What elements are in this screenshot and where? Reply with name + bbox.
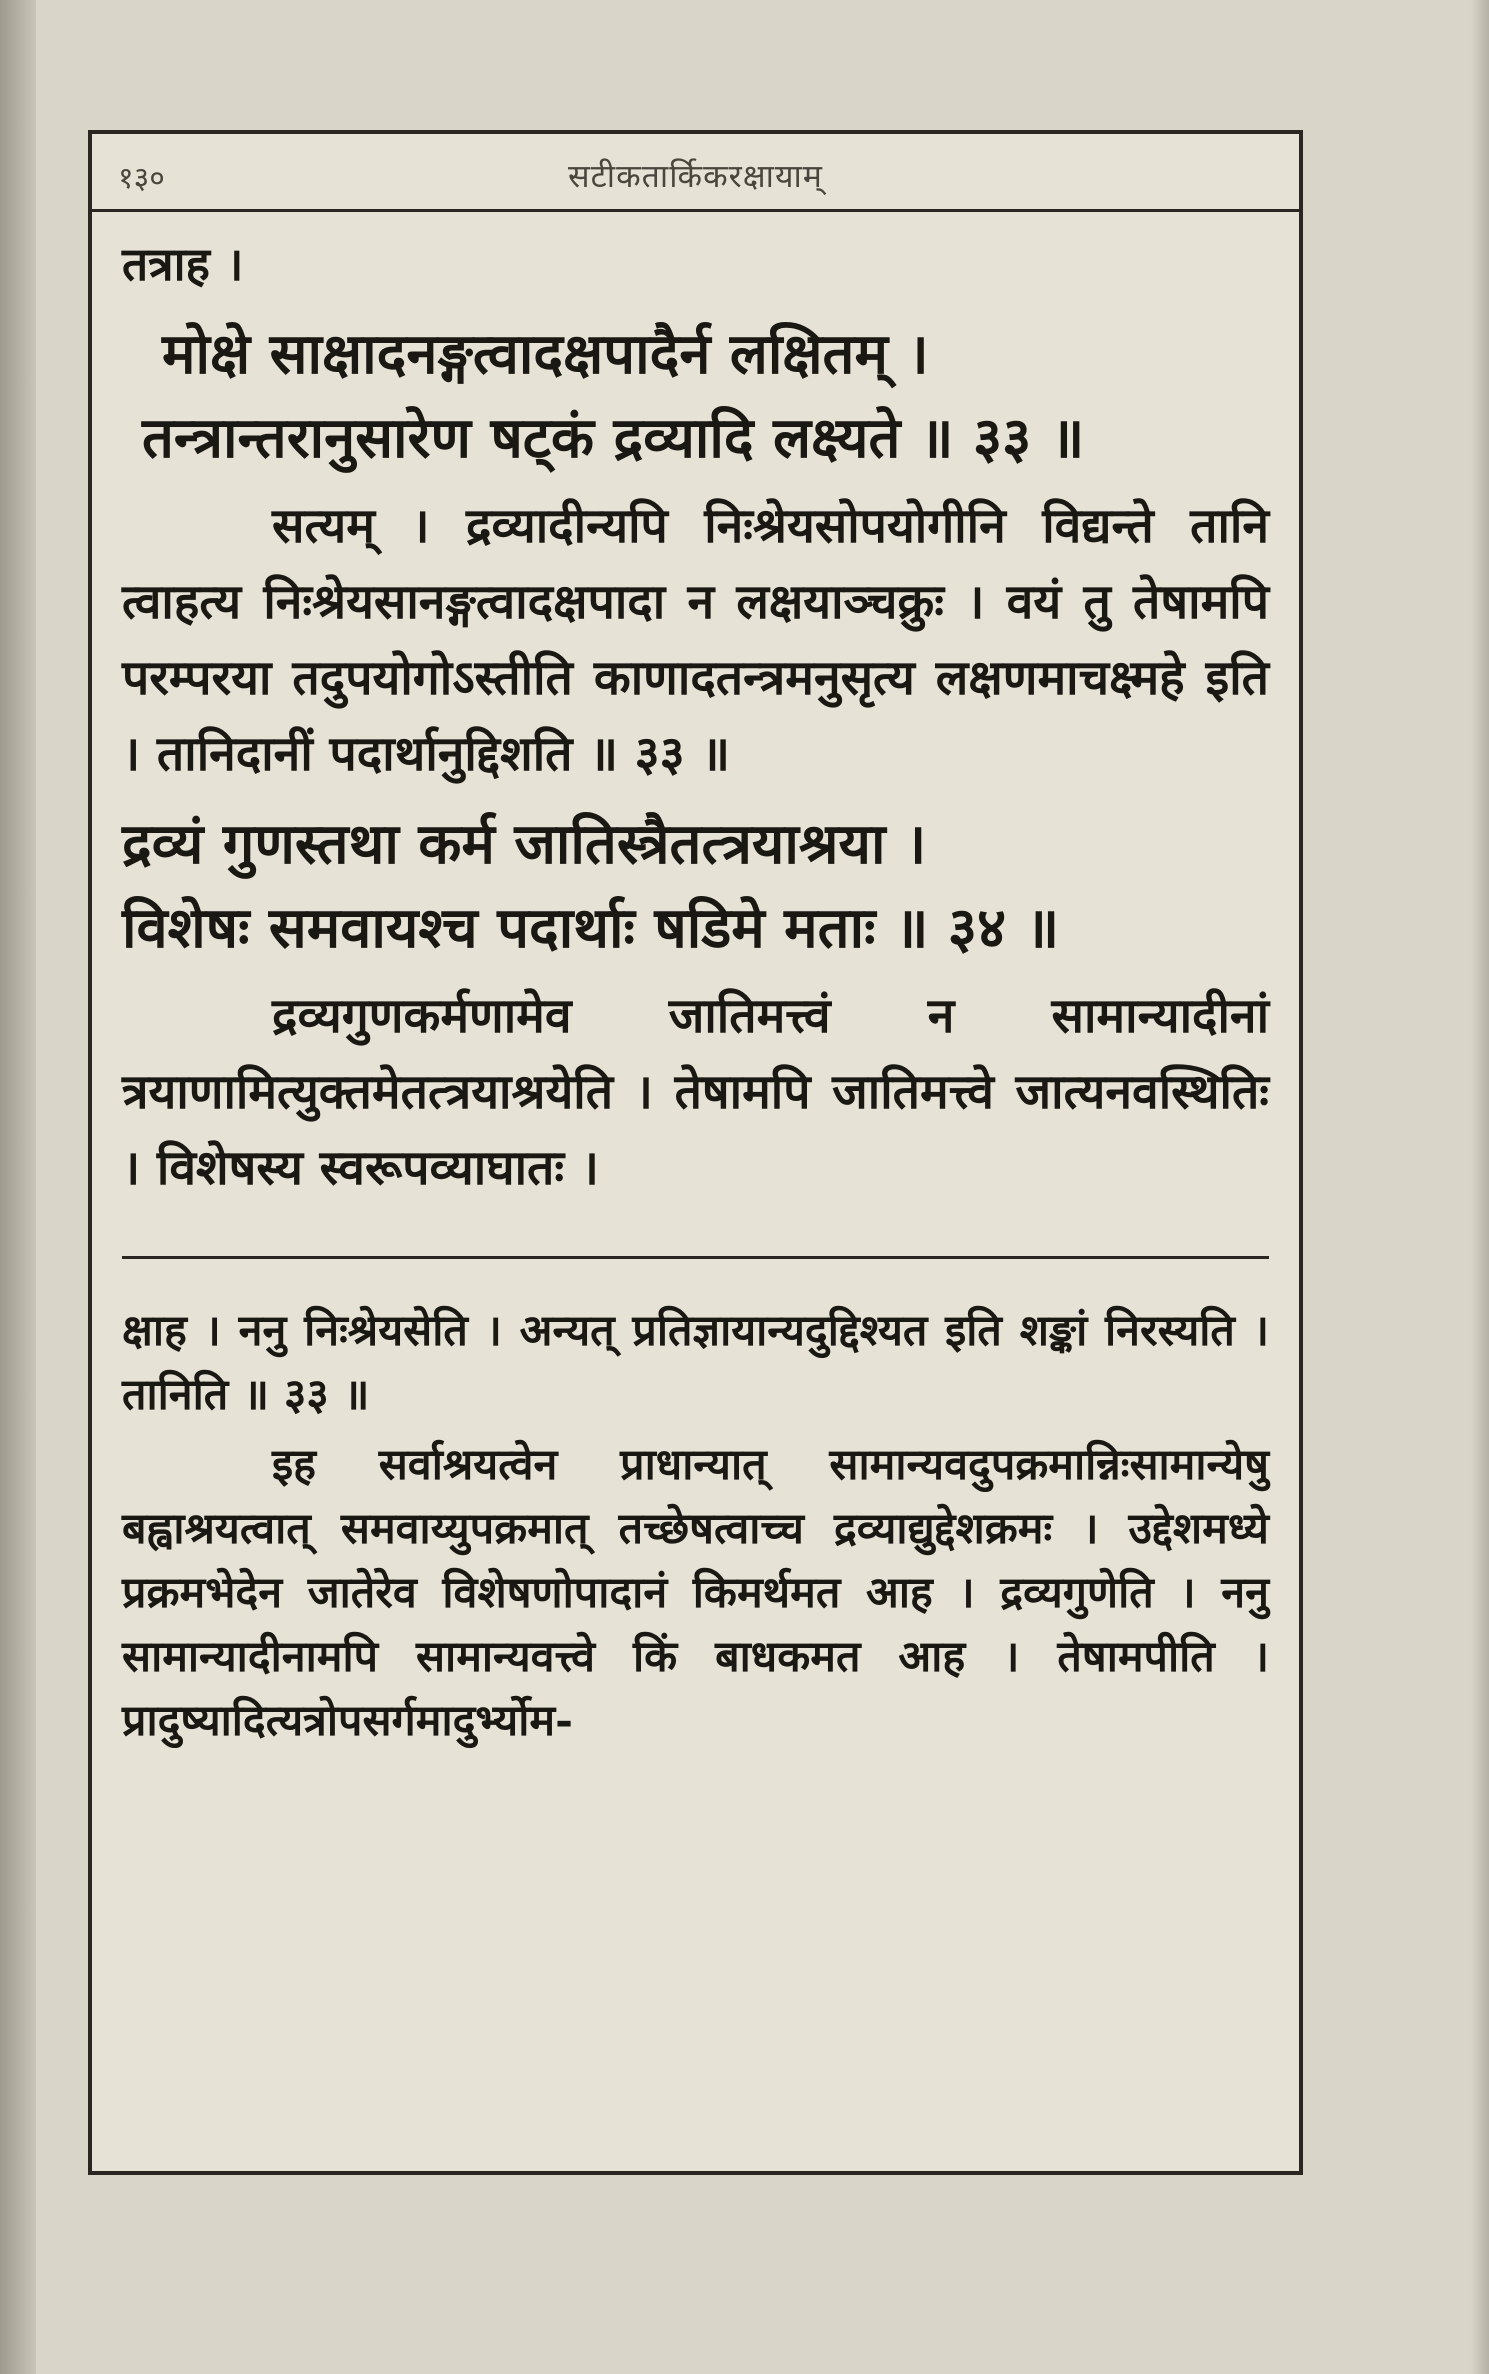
verse-33-line-1: मोक्षे साक्षादनङ्गत्वादक्षपादैर्न लक्षितम् । — [162, 321, 929, 387]
footnote-divider — [122, 1256, 1269, 1259]
intro-line: तत्राह । — [122, 237, 244, 291]
running-head — [92, 134, 1299, 212]
footnote-paragraph-2: इह सर्वाश्रयत्वेन प्राधान्यात् सामान्यवदुपक्रमान्निःसामान्येषु बह्वाश्रयत्वात् समवाय्युपक्रमात् तच्छेषत्वाच्च द्रव्याद्युद्देशक्रमः । उद्देशमध्ये प्रक्रमभेदेन जातेरेव विशेषणोपादानं किमर्थमत आह । द्रव्यगुणेति । ननु सामान्यादीनामपि सामान्यवत्त्वे किं बाधकमत आह । तेषामपीति । प्रादुष्यादित्यत्रोपसर्गमादुर्भ्योम- — [122, 1440, 1269, 1746]
scan-shadow-right — [1471, 0, 1489, 2374]
commentary-34: द्रव्यगुणकर्मणामेव जातिमत्त्वं न सामान्यादीनां त्रयाणामित्युक्तमेतत्त्रयाश्रयेति । तेषामपि जातिमत्त्वे जात्यनवस्थितिः । विशेषस्य स्वरूपव्याघातः । — [122, 988, 1269, 1196]
page-number: १३० — [118, 161, 165, 196]
main-text — [122, 234, 1269, 1759]
verse-33-line-2: तन्त्रान्तरानुसारेण षट्कं द्रव्यादि लक्ष्यते ॥ ३३ ॥ — [142, 405, 1085, 471]
footnote-paragraph-1: क्षाह । ननु निःश्रेयसेति । अन्यत् प्रतिज्ञायान्यदुद्दिश्यत इति शङ्कां निरस्यति । तानिति ॥ ३३ ॥ — [122, 1306, 1269, 1420]
page-frame — [88, 130, 1303, 2175]
running-head-title: सटीकतार्किकरक्षायाम् — [568, 157, 823, 195]
commentary-33: सत्यम् । द्रव्यादीन्यपि निःश्रेयसोपयोगीनि विद्यन्ते तानि त्वाहत्य निःश्रेयसानङ्गत्वादक्षपादा न लक्षयाञ्चक्रुः । वयं तु तेषामपि परम्परया तदुपयोगोऽस्तीति काणादतन्त्रमनुसृत्य लक्षणमाचक्ष्महे इति । तानिदानीं पदार्थानुद्दिशति ॥ ३३ ॥ — [122, 498, 1269, 782]
scan-shadow-left — [0, 0, 36, 2374]
verse-34-line-1: द्रव्यं गुणस्तथा कर्म जातिस्त्रैतत्त्रयाश्रया । — [122, 811, 927, 877]
verse-34-line-2: विशेषः समवायश्च पदार्थाः षडिमे मताः ॥ ३४ ॥ — [122, 895, 1060, 961]
